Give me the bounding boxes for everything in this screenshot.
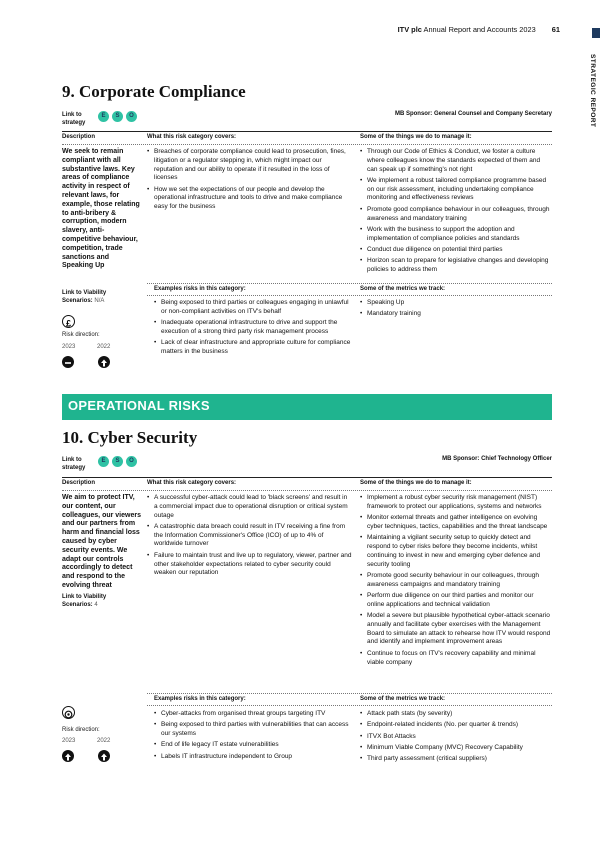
- year-2023: 2023: [62, 738, 76, 744]
- list-item: • Labels IT infrastructure independent to Group: [154, 753, 354, 762]
- operational-risks-title: OPERATIONAL RISKS: [68, 398, 210, 413]
- page-number: 61: [551, 25, 560, 34]
- year-2023: 2023: [62, 344, 76, 350]
- list-item: • Breaches of corporate compliance could lead to prosecution, fines, litigation or a regulator stepping in, which might impact our reputation and our ability to operate if it resulted in the loss of licenses: [147, 148, 352, 183]
- list-item: • Speaking Up: [360, 299, 552, 308]
- list-item: • Inadequate operational infrastructure to drive and support the execution of a strong third party risk management process: [154, 319, 354, 337]
- side-tab-marker: [592, 28, 600, 38]
- strategy-chip-e: E: [98, 456, 109, 467]
- link-to-strategy-label: Link to strategy: [62, 112, 86, 126]
- examples-header: Examples risks in this category:: [154, 696, 246, 702]
- section-10-link-row: [62, 456, 552, 474]
- arrow-up-icon: [98, 356, 110, 368]
- list-item: • Failure to maintain trust and live up to regulatory, viewer, partner and other stakeholder expectations related to cyber security could weaken our reputation: [147, 552, 352, 578]
- mb-sponsor: MB Sponsor: Chief Technology Officer: [442, 456, 552, 462]
- list-item: • Cyber-attacks from organised threat groups targeting ITV: [154, 710, 354, 719]
- divider: [62, 490, 552, 491]
- list-item: • Third party assessment (critical suppliers): [360, 755, 552, 764]
- list-item: • Model a severe but plausible hypothetical cyber-attack scenario annually and facilitate cyber exercises with the Management Board to simulate an attack to rehearse how ITV would respond and identify and implement improvement areas: [360, 612, 552, 647]
- column-header-description: Description: [62, 134, 96, 140]
- arrow-up-icon: [98, 750, 110, 762]
- side-tab-label: STRATEGIC REPORT: [589, 54, 596, 128]
- year-2022: 2022: [97, 738, 111, 744]
- no-change-icon: [62, 356, 74, 368]
- year-2022: 2022: [97, 344, 111, 350]
- list-item: • Horizon scan to prepare for legislative changes and developing policies to address them: [360, 257, 552, 275]
- link-to-strategy-label: Link to strategy: [62, 457, 86, 471]
- viability-scenarios-label: [62, 594, 112, 609]
- section-10-examples-list: [154, 710, 354, 764]
- company-name: ITV plc: [397, 25, 422, 34]
- risk-direction-label: Risk direction:: [62, 727, 100, 733]
- section-9-metrics-list: [360, 299, 552, 322]
- document-title: Annual Report and Accounts 2023: [423, 25, 536, 34]
- strategy-chips: [98, 111, 137, 122]
- list-item: • Attack path stats (by severity): [360, 710, 552, 719]
- list-item: • Endpoint-related incidents (No. per quarter & trends): [360, 721, 552, 730]
- list-item: • A successful cyber-attack could lead to 'black screens' and result in a commercial impact due to operational disruption or critical system outage: [147, 494, 352, 520]
- arrow-up-icon: [62, 750, 74, 762]
- svg-text:£: £: [65, 318, 72, 329]
- list-item: • ITVX Bot Attacks: [360, 733, 552, 742]
- viability-value: 4: [94, 601, 98, 608]
- list-item: • Conduct due diligence on potential third parties: [360, 246, 552, 255]
- divider: [62, 144, 552, 145]
- section-10-covers-list: [147, 494, 352, 581]
- column-header-manage: Some of the things we do to manage it:: [360, 134, 472, 140]
- divider: [62, 131, 552, 132]
- metrics-header: Some of the metrics we track:: [360, 696, 446, 702]
- viability-label-text: Link to Viability Scenarios:: [62, 594, 107, 608]
- divider: [147, 693, 552, 694]
- section-9-description: We seek to remain compliant with all substantive laws. Key areas of compliance activity in respect of relevant laws, for example, those relating to anti-bribery & corruption, modern slavery, anti-competitive behaviour, competition, trade sanctions and Speaking Up: [62, 148, 140, 270]
- strategy-chip-s: S: [112, 456, 123, 467]
- strategy-chip-o: O: [126, 111, 137, 122]
- section-10-metrics-list: [360, 710, 552, 766]
- section-9-manage-list: [360, 148, 552, 277]
- list-item: • Perform due diligence on our third parties and monitor our online applications and technical validation: [360, 592, 552, 610]
- target-icon: [62, 706, 75, 719]
- section-9-covers-list: [147, 148, 352, 215]
- divider: [147, 295, 552, 296]
- section-10-manage-list: [360, 494, 552, 670]
- strategy-chip-s: S: [112, 111, 123, 122]
- strategy-chips: [98, 456, 137, 467]
- page-header: [398, 25, 560, 34]
- list-item: • Monitor external threats and gather intelligence on evolving cyber techniques, tactics, capabilities and the threat landscape: [360, 514, 552, 532]
- strategy-chip-e: E: [98, 111, 109, 122]
- section-10-title: 10. Cyber Security: [62, 428, 198, 447]
- section-9-title: 9. Corporate Compliance: [62, 82, 246, 101]
- list-item: • We implement a robust tailored compliance programme based on our risk assessment, including undertaking compliance monitoring and effectiveness reviews: [360, 177, 552, 203]
- list-item: • Lack of clear infrastructure and appropriate culture for compliance matters in the business: [154, 339, 354, 357]
- divider: [147, 705, 552, 706]
- list-item: • How we set the expectations of our people and develop the operational infrastructure and tools to drive and make compliance easy for the business: [147, 186, 352, 212]
- risk-direction-label: Risk direction:: [62, 332, 100, 338]
- list-item: • Maintaining a vigilant security setup to quickly detect and respond to cyber risks before they become incidents, whilst continuing to invest in new and emerging cyber defence and security tooling: [360, 534, 552, 569]
- column-header-covers: What this risk category covers:: [147, 480, 237, 486]
- strategy-chip-o: O: [126, 456, 137, 467]
- list-item: • Promote good security behaviour in our colleagues, through awareness campaigns and mandatory training: [360, 572, 552, 590]
- viability-scenarios-label: [62, 290, 112, 305]
- section-10-description: We aim to protect ITV, our content, our colleagues, our viewers and our partners from harm and financial loss caused by cyber security events. We adapt our controls accordingly to detect and respond to the evolving threat: [62, 494, 141, 589]
- column-header-manage: Some of the things we do to manage it:: [360, 480, 472, 486]
- column-header-covers: What this risk category covers:: [147, 134, 237, 140]
- pound-icon: [62, 315, 75, 328]
- section-9-link-row: [62, 111, 552, 129]
- list-item: • Through our Code of Ethics & Conduct, we foster a culture where colleagues know the standards expected of them and can speak up if something's not right: [360, 148, 552, 174]
- list-item: • Minimum Viable Company (MVC) Recovery Capability: [360, 744, 552, 753]
- viability-value: N/A: [94, 297, 105, 304]
- divider: [62, 477, 552, 478]
- list-item: • Mandatory training: [360, 310, 552, 319]
- examples-header: Examples risks in this category:: [154, 286, 246, 292]
- list-item: • Work with the business to support the adoption and implementation of compliance policies and standards: [360, 226, 552, 244]
- list-item: • Being exposed to third parties with vulnerabilities that can access our systems: [154, 721, 354, 739]
- operational-risks-banner: [62, 394, 552, 420]
- list-item: • A catastrophic data breach could result in ITV receiving a fine from the Information Commissioner's Office (ICO) of up to 4% of worldwide turnover: [147, 523, 352, 549]
- mb-sponsor: MB Sponsor: General Counsel and Company Secretary: [394, 111, 552, 117]
- list-item: • Continue to focus on ITV's recovery capability and minimal viable company: [360, 650, 552, 668]
- divider: [147, 283, 552, 284]
- viability-label-text: Link to Viability Scenarios:: [62, 290, 107, 304]
- column-header-description: Description: [62, 480, 96, 486]
- list-item: • End of life legacy IT estate vulnerabilities: [154, 741, 354, 750]
- list-item: • Promote good compliance behaviour in our colleagues, through awareness and mandatory training: [360, 206, 552, 224]
- metrics-header: Some of the metrics we track:: [360, 286, 446, 292]
- list-item: • Being exposed to third parties or colleagues engaging in unlawful or non-compliant activities on ITV's behalf: [154, 299, 354, 317]
- list-item: • Implement a robust cyber security risk management (NIST) framework to protect our applications, systems and networks: [360, 494, 552, 512]
- section-9-examples-list: [154, 299, 354, 359]
